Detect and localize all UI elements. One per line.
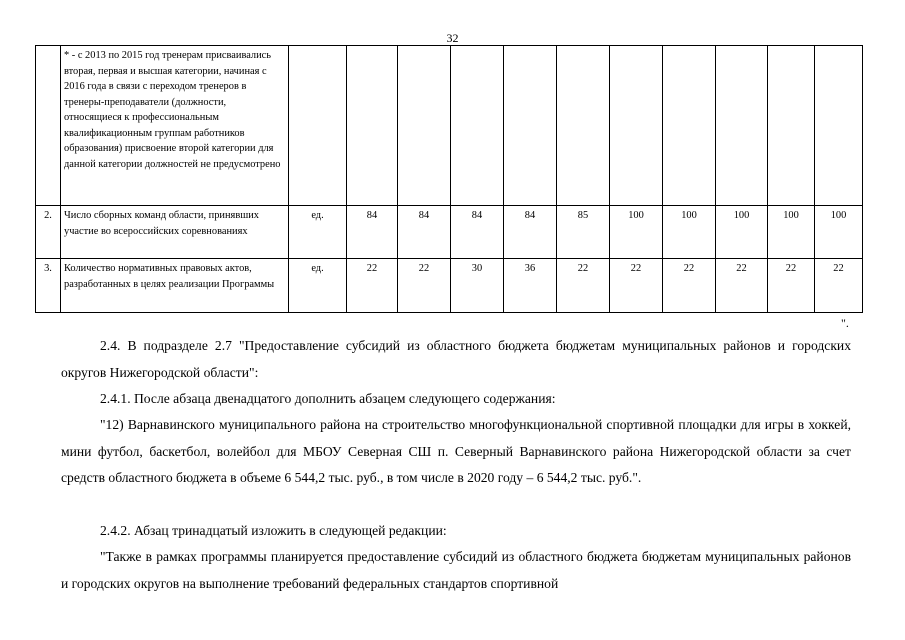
unit-cell: ед. [289,259,347,313]
value-cell: 100 [663,206,716,259]
value-cell [610,46,663,206]
paragraph-item-12: "12) Варнавинского муниципального района на строительство многофункциональной спортивной площадки для игры в хоккей, мини футбол, баскетбол, волейбол для МБОУ Северная СШ п. Северный Варнавинского района Нижегородской области за счет средств областного бюджета в объеме 6 544,2 тыс. руб., в том числе в 2020 году – 6 544,2 тыс. руб.". [61,417,851,485]
value-cell: 22 [768,259,815,313]
value-cell [815,46,863,206]
row-number: 2. [36,206,61,259]
value-cell [451,46,504,206]
value-cell: 100 [768,206,815,259]
value-cell: 84 [504,206,557,259]
paragraph-new-text: "Также в рамках программы планируется предоставление субсидий из областного бюджета бюджетам муниципальных районов и городских округов на выполнение требований федеральных стандартов спортивной [61,549,851,591]
value-cell: 22 [610,259,663,313]
value-cell: 22 [398,259,451,313]
indicator-name: Число сборных команд области, принявших участие во всероссийских соревнованиях [61,206,289,259]
value-cell: 22 [663,259,716,313]
value-cell: 22 [815,259,863,313]
indicator-name: Количество нормативных правовых актов, разработанных в целях реализации Программы [61,259,289,313]
value-cell: 22 [716,259,768,313]
value-cell [398,46,451,206]
value-cell: 36 [504,259,557,313]
value-cell: 84 [451,206,504,259]
value-cell: 100 [815,206,863,259]
paragraph-section-2-4-2: 2.4.2. Абзац тринадцатый изложить в следующей редакции: [100,523,447,538]
value-cell: 22 [557,259,610,313]
page-number: 32 [446,31,459,45]
row-number [36,46,61,206]
value-cell: 100 [716,206,768,259]
table-row [36,206,863,259]
value-cell [768,46,815,206]
table-row [36,259,863,313]
value-cell: 84 [398,206,451,259]
value-cell [557,46,610,206]
value-cell [716,46,768,206]
row-number: 3. [36,259,61,313]
value-cell: 30 [451,259,504,313]
value-cell [347,46,398,206]
value-cell [504,46,557,206]
value-cell: 22 [347,259,398,313]
value-cell: 85 [557,206,610,259]
value-cell: 84 [347,206,398,259]
table-row [36,46,863,206]
value-cell [663,46,716,206]
closing-quote: ". [841,316,849,330]
paragraph-section-2-4: 2.4. В подразделе 2.7 "Предоставление субсидий из областного бюджета бюджетам муниципальных районов и городских округов Нижегородской области": [61,338,851,380]
indicators-table [35,45,863,313]
paragraph-section-2-4-1: 2.4.1. После абзаца двенадцатого дополнить абзацем следующего содержания: [100,391,556,406]
indicator-name: * - с 2013 по 2015 год тренерам присваивались вторая, первая и высшая категории, начиная с 2016 года в связи с переходом тренеров в тренеры-преподаватели (должности, относящиеся к профессиональным квалификационным группам работников образования) присвоение второй категории для данной категории должностей не предусмотрено [61,46,289,206]
unit-cell [289,46,347,206]
value-cell: 100 [610,206,663,259]
unit-cell: ед. [289,206,347,259]
